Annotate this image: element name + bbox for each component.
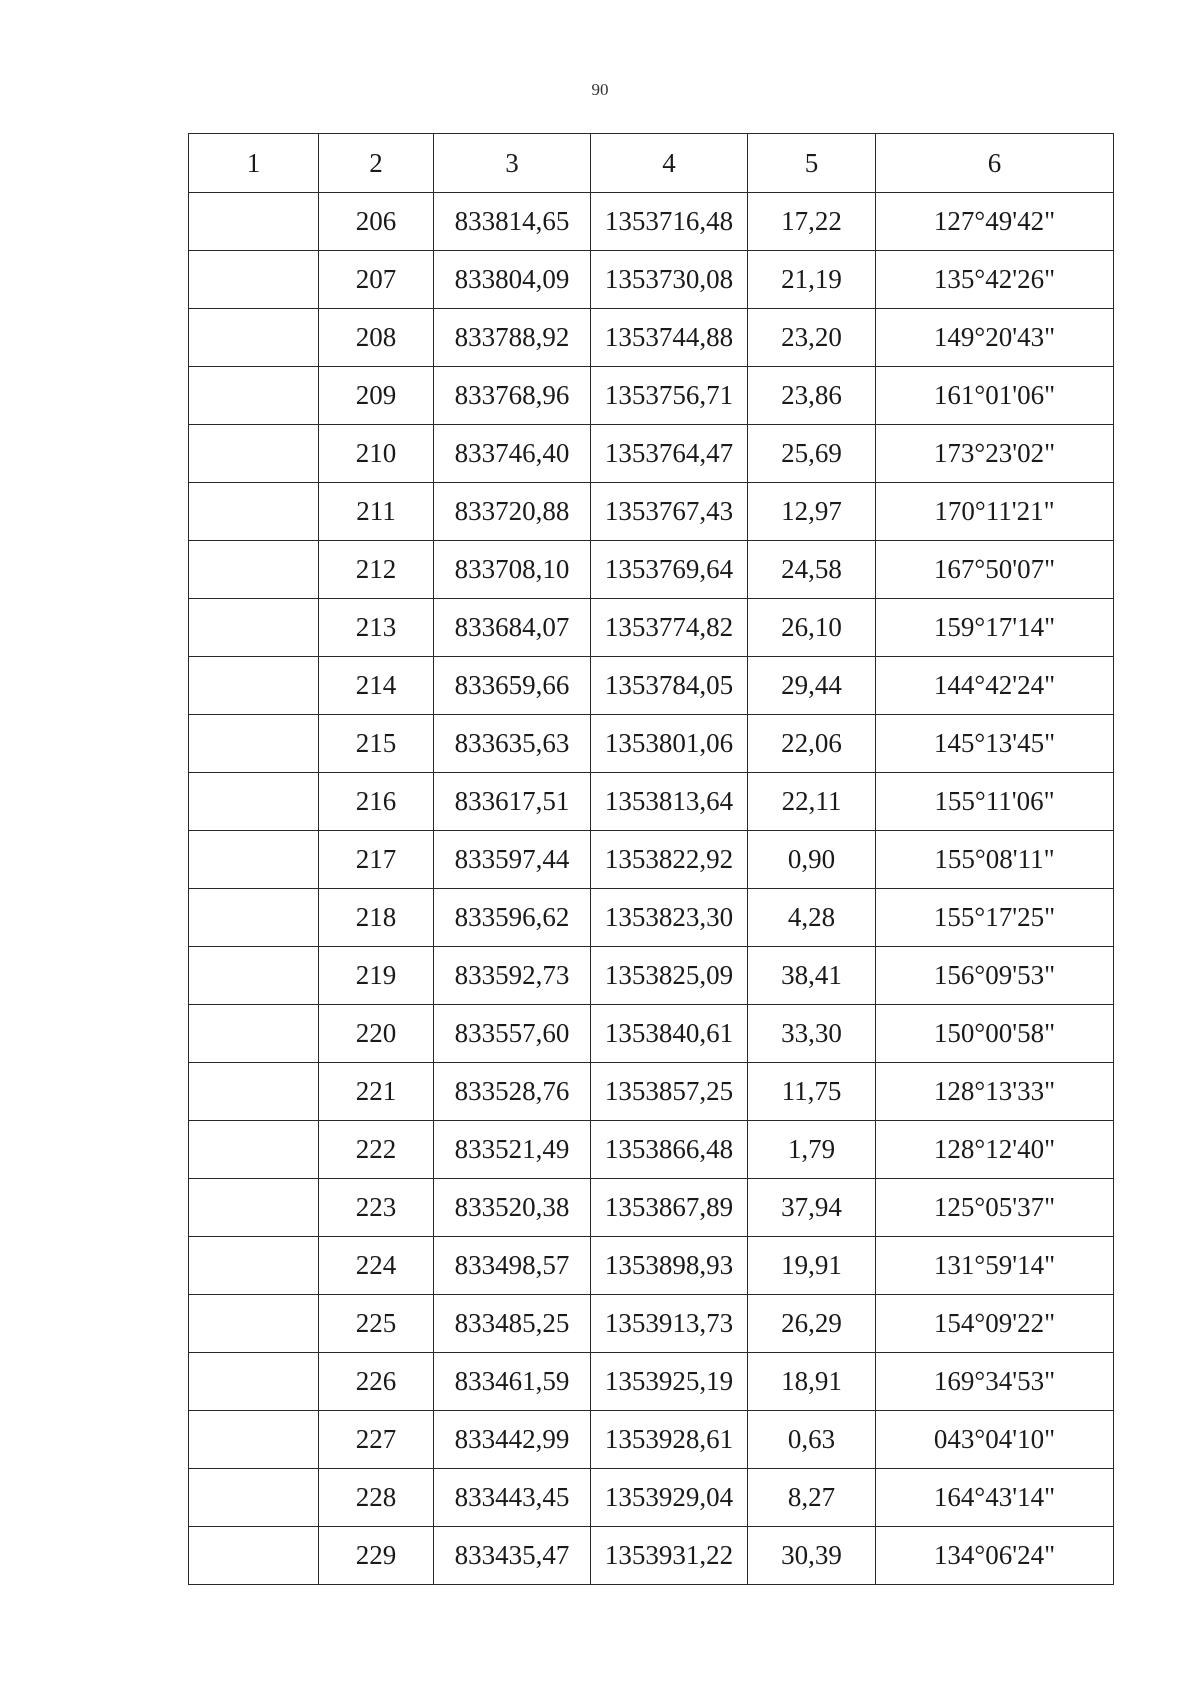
table-cell-col-4: 1353784,05 xyxy=(591,657,748,715)
table-cell-col-4: 1353744,88 xyxy=(591,309,748,367)
table-cell-col-3: 833443,45 xyxy=(434,1469,591,1527)
table-cell-col-4: 1353823,30 xyxy=(591,889,748,947)
table-cell-col-2: 224 xyxy=(319,1237,434,1295)
table-cell-col-1 xyxy=(189,1121,319,1179)
table-cell-col-5: 17,22 xyxy=(748,193,876,251)
table-cell-col-2: 218 xyxy=(319,889,434,947)
table-cell-col-5: 18,91 xyxy=(748,1353,876,1411)
table-cell-col-3: 833617,51 xyxy=(434,773,591,831)
table-cell-col-4: 1353730,08 xyxy=(591,251,748,309)
table-cell-col-2: 208 xyxy=(319,309,434,367)
table-cell-col-4: 1353774,82 xyxy=(591,599,748,657)
table-cell-col-6: 149°20'43" xyxy=(876,309,1114,367)
table-cell-col-6: 145°13'45" xyxy=(876,715,1114,773)
table-cell-col-2: 209 xyxy=(319,367,434,425)
table-cell-col-5: 26,10 xyxy=(748,599,876,657)
table-cell-col-5: 21,19 xyxy=(748,251,876,309)
table-cell-col-3: 833521,49 xyxy=(434,1121,591,1179)
table-cell-col-6: 150°00'58" xyxy=(876,1005,1114,1063)
table-cell-col-3: 833708,10 xyxy=(434,541,591,599)
table-cell-col-3: 833635,63 xyxy=(434,715,591,773)
table-cell-col-4: 1353931,22 xyxy=(591,1527,748,1585)
table-row xyxy=(189,1353,1114,1411)
table-cell-col-6: 169°34'53" xyxy=(876,1353,1114,1411)
table-cell-col-3: 833804,09 xyxy=(434,251,591,309)
table-row xyxy=(189,1411,1114,1469)
table-cell-col-5: 23,20 xyxy=(748,309,876,367)
table-cell-col-1 xyxy=(189,483,319,541)
table-cell-col-6: 131°59'14" xyxy=(876,1237,1114,1295)
table-row xyxy=(189,715,1114,773)
table-cell-col-6: 134°06'24" xyxy=(876,1527,1114,1585)
table-cell-col-4: 1353929,04 xyxy=(591,1469,748,1527)
table-cell-col-5: 30,39 xyxy=(748,1527,876,1585)
table-cell-col-5: 19,91 xyxy=(748,1237,876,1295)
table-row xyxy=(189,773,1114,831)
table-row xyxy=(189,947,1114,1005)
table-row xyxy=(189,193,1114,251)
table-cell-col-5: 8,27 xyxy=(748,1469,876,1527)
table-cell-col-2: 206 xyxy=(319,193,434,251)
table-cell-col-3: 833597,44 xyxy=(434,831,591,889)
table-row xyxy=(189,309,1114,367)
table-cell-col-3: 833596,62 xyxy=(434,889,591,947)
table-cell-col-3: 833768,96 xyxy=(434,367,591,425)
table-cell-col-5: 22,06 xyxy=(748,715,876,773)
column-header-1: 1 xyxy=(189,134,319,193)
table-cell-col-6: 128°12'40" xyxy=(876,1121,1114,1179)
table-cell-col-1 xyxy=(189,1005,319,1063)
table-cell-col-4: 1353756,71 xyxy=(591,367,748,425)
table-cell-col-5: 24,58 xyxy=(748,541,876,599)
column-header-2: 2 xyxy=(319,134,434,193)
table-cell-col-2: 227 xyxy=(319,1411,434,1469)
table-cell-col-1 xyxy=(189,715,319,773)
table-cell-col-6: 167°50'07" xyxy=(876,541,1114,599)
table-cell-col-1 xyxy=(189,831,319,889)
table-cell-col-4: 1353925,19 xyxy=(591,1353,748,1411)
table-row xyxy=(189,1469,1114,1527)
table-cell-col-5: 29,44 xyxy=(748,657,876,715)
table-row xyxy=(189,599,1114,657)
table-cell-col-4: 1353857,25 xyxy=(591,1063,748,1121)
table-cell-col-6: 135°42'26" xyxy=(876,251,1114,309)
table-cell-col-1 xyxy=(189,193,319,251)
table-cell-col-5: 25,69 xyxy=(748,425,876,483)
table-cell-col-6: 043°04'10" xyxy=(876,1411,1114,1469)
table-cell-col-4: 1353840,61 xyxy=(591,1005,748,1063)
table-row xyxy=(189,1005,1114,1063)
table-row xyxy=(189,831,1114,889)
table-row xyxy=(189,1527,1114,1585)
page-number: 90 xyxy=(591,80,609,99)
table-body xyxy=(189,193,1114,1585)
table-cell-col-1 xyxy=(189,947,319,1005)
table-cell-col-5: 23,86 xyxy=(748,367,876,425)
table-cell-col-3: 833485,25 xyxy=(434,1295,591,1353)
table-cell-col-1 xyxy=(189,1411,319,1469)
table-row xyxy=(189,657,1114,715)
table-cell-col-6: 173°23'02" xyxy=(876,425,1114,483)
table-cell-col-5: 33,30 xyxy=(748,1005,876,1063)
table-cell-col-3: 833788,92 xyxy=(434,309,591,367)
table-cell-col-2: 220 xyxy=(319,1005,434,1063)
table-cell-col-4: 1353913,73 xyxy=(591,1295,748,1353)
table-row xyxy=(189,1063,1114,1121)
table-cell-col-6: 159°17'14" xyxy=(876,599,1114,657)
table-cell-col-1 xyxy=(189,657,319,715)
table-header-row xyxy=(189,134,1114,193)
table-cell-col-2: 217 xyxy=(319,831,434,889)
table-cell-col-4: 1353866,48 xyxy=(591,1121,748,1179)
table-cell-col-5: 0,90 xyxy=(748,831,876,889)
table-cell-col-2: 207 xyxy=(319,251,434,309)
table-cell-col-5: 37,94 xyxy=(748,1179,876,1237)
table-cell-col-6: 155°11'06" xyxy=(876,773,1114,831)
table-cell-col-2: 212 xyxy=(319,541,434,599)
table-cell-col-1 xyxy=(189,773,319,831)
table-cell-col-1 xyxy=(189,1527,319,1585)
table-cell-col-6: 161°01'06" xyxy=(876,367,1114,425)
table-row xyxy=(189,1295,1114,1353)
table-cell-col-3: 833684,07 xyxy=(434,599,591,657)
table-cell-col-1 xyxy=(189,599,319,657)
table-row xyxy=(189,425,1114,483)
table-cell-col-2: 222 xyxy=(319,1121,434,1179)
table-row xyxy=(189,889,1114,947)
table-cell-col-4: 1353822,92 xyxy=(591,831,748,889)
table-cell-col-1 xyxy=(189,541,319,599)
column-header-3: 3 xyxy=(434,134,591,193)
coordinates-table xyxy=(188,133,1114,1585)
table-cell-col-6: 125°05'37" xyxy=(876,1179,1114,1237)
table-cell-col-3: 833461,59 xyxy=(434,1353,591,1411)
table-cell-col-1 xyxy=(189,425,319,483)
table-cell-col-5: 12,97 xyxy=(748,483,876,541)
table-cell-col-2: 219 xyxy=(319,947,434,1005)
table-cell-col-2: 214 xyxy=(319,657,434,715)
table-cell-col-2: 210 xyxy=(319,425,434,483)
table-cell-col-1 xyxy=(189,1237,319,1295)
table-row xyxy=(189,1237,1114,1295)
table-cell-col-5: 1,79 xyxy=(748,1121,876,1179)
table-cell-col-1 xyxy=(189,367,319,425)
table-cell-col-1 xyxy=(189,1179,319,1237)
table-row xyxy=(189,541,1114,599)
table-cell-col-1 xyxy=(189,1295,319,1353)
table-cell-col-3: 833528,76 xyxy=(434,1063,591,1121)
table-cell-col-4: 1353764,47 xyxy=(591,425,748,483)
table-cell-col-4: 1353813,64 xyxy=(591,773,748,831)
table-cell-col-2: 226 xyxy=(319,1353,434,1411)
table-cell-col-5: 4,28 xyxy=(748,889,876,947)
table-cell-col-6: 156°09'53" xyxy=(876,947,1114,1005)
table-row xyxy=(189,1179,1114,1237)
column-header-5: 5 xyxy=(748,134,876,193)
table-cell-col-5: 26,29 xyxy=(748,1295,876,1353)
table-cell-col-4: 1353769,64 xyxy=(591,541,748,599)
table-cell-col-1 xyxy=(189,1353,319,1411)
table-cell-col-3: 833520,38 xyxy=(434,1179,591,1237)
table-row xyxy=(189,1121,1114,1179)
table-row xyxy=(189,251,1114,309)
table-cell-col-1 xyxy=(189,309,319,367)
table-cell-col-3: 833442,99 xyxy=(434,1411,591,1469)
table-cell-col-6: 164°43'14" xyxy=(876,1469,1114,1527)
table-cell-col-5: 11,75 xyxy=(748,1063,876,1121)
table-cell-col-2: 211 xyxy=(319,483,434,541)
table-cell-col-3: 833435,47 xyxy=(434,1527,591,1585)
table-cell-col-2: 215 xyxy=(319,715,434,773)
table-cell-col-1 xyxy=(189,1063,319,1121)
table-cell-col-4: 1353825,09 xyxy=(591,947,748,1005)
table-cell-col-4: 1353767,43 xyxy=(591,483,748,541)
table-cell-col-2: 225 xyxy=(319,1295,434,1353)
column-header-4: 4 xyxy=(591,134,748,193)
table-cell-col-6: 127°49'42" xyxy=(876,193,1114,251)
table-cell-col-2: 216 xyxy=(319,773,434,831)
table-cell-col-4: 1353867,89 xyxy=(591,1179,748,1237)
table-cell-col-2: 229 xyxy=(319,1527,434,1585)
table-cell-col-6: 170°11'21" xyxy=(876,483,1114,541)
table-cell-col-3: 833592,73 xyxy=(434,947,591,1005)
table-cell-col-3: 833557,60 xyxy=(434,1005,591,1063)
table-cell-col-2: 221 xyxy=(319,1063,434,1121)
table-cell-col-1 xyxy=(189,889,319,947)
table-cell-col-3: 833720,88 xyxy=(434,483,591,541)
table-cell-col-2: 223 xyxy=(319,1179,434,1237)
table-cell-col-4: 1353716,48 xyxy=(591,193,748,251)
table-row xyxy=(189,483,1114,541)
table-cell-col-4: 1353898,93 xyxy=(591,1237,748,1295)
table-cell-col-5: 0,63 xyxy=(748,1411,876,1469)
table-cell-col-1 xyxy=(189,251,319,309)
table-cell-col-5: 38,41 xyxy=(748,947,876,1005)
table-cell-col-6: 155°17'25" xyxy=(876,889,1114,947)
table-cell-col-3: 833659,66 xyxy=(434,657,591,715)
table-cell-col-6: 144°42'24" xyxy=(876,657,1114,715)
table-cell-col-5: 22,11 xyxy=(748,773,876,831)
table-row xyxy=(189,367,1114,425)
table-cell-col-2: 213 xyxy=(319,599,434,657)
table-cell-col-3: 833814,65 xyxy=(434,193,591,251)
table-cell-col-4: 1353928,61 xyxy=(591,1411,748,1469)
table-cell-col-6: 155°08'11" xyxy=(876,831,1114,889)
table-cell-col-3: 833498,57 xyxy=(434,1237,591,1295)
table-cell-col-6: 154°09'22" xyxy=(876,1295,1114,1353)
table-cell-col-2: 228 xyxy=(319,1469,434,1527)
column-header-6: 6 xyxy=(876,134,1114,193)
table-cell-col-6: 128°13'33" xyxy=(876,1063,1114,1121)
table-cell-col-3: 833746,40 xyxy=(434,425,591,483)
table-cell-col-1 xyxy=(189,1469,319,1527)
table-cell-col-4: 1353801,06 xyxy=(591,715,748,773)
